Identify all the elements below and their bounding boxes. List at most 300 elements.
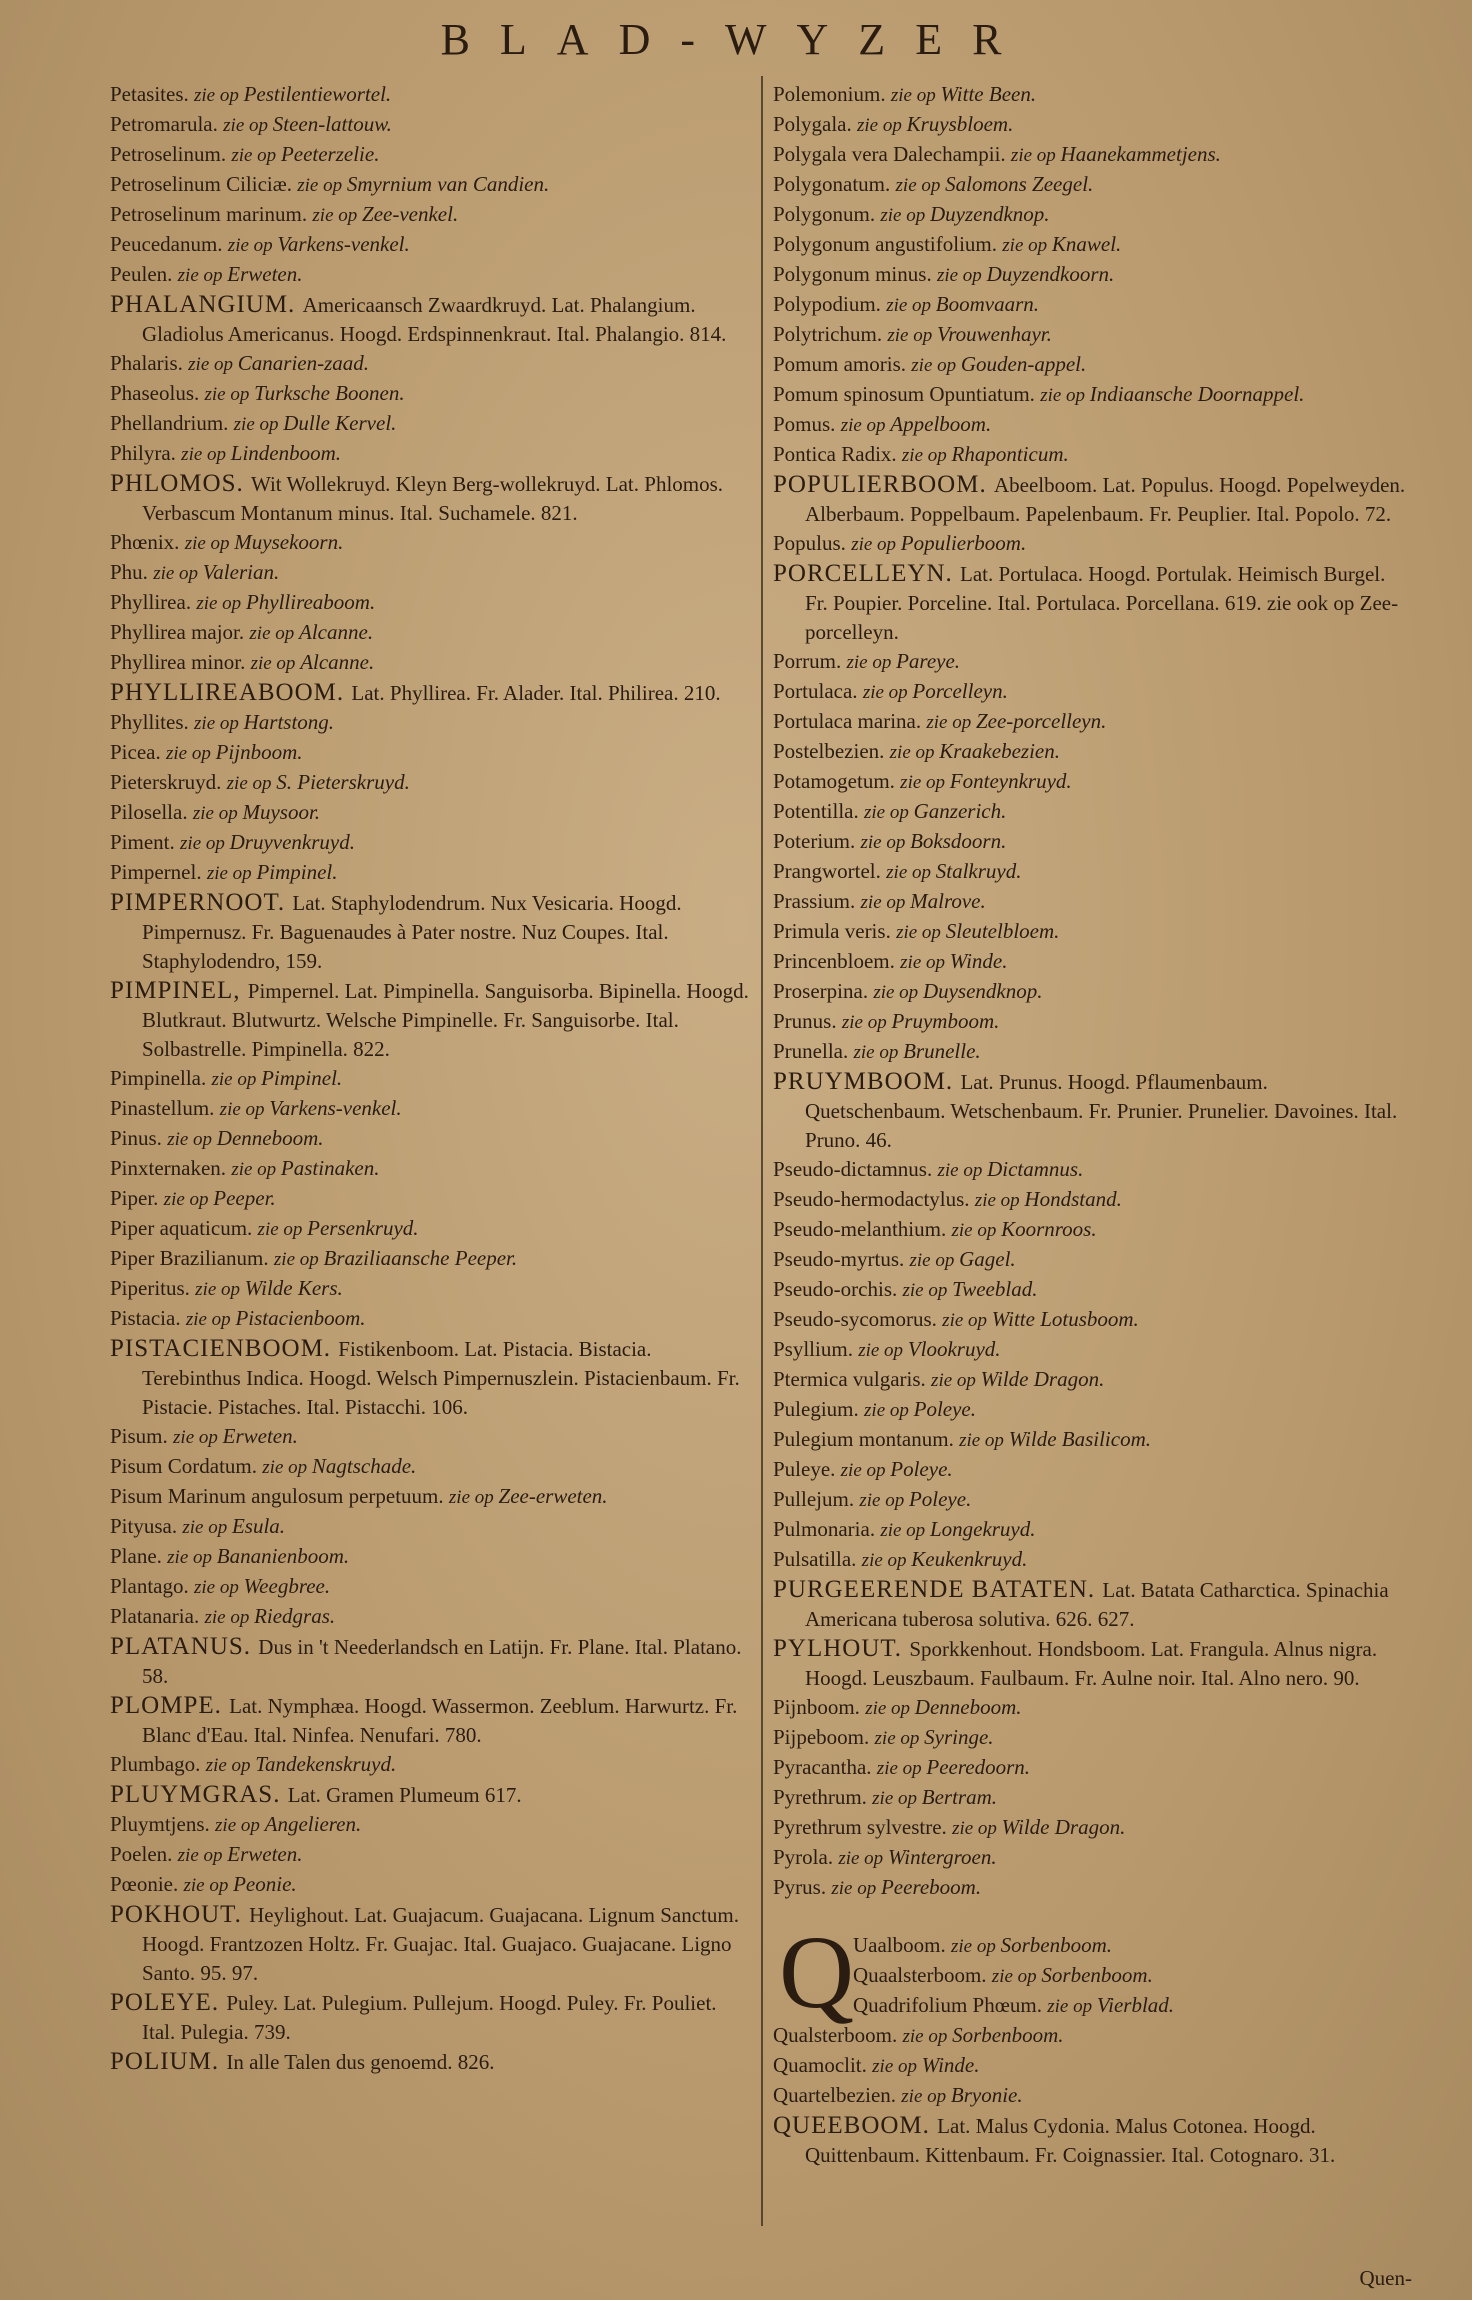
entry-see-label: zie op (880, 1520, 930, 1541)
entry-text: Polypodium. (773, 292, 881, 316)
entry-text: Pullejum. (773, 1487, 855, 1511)
entry-reference: Gouden-appel. (960, 352, 1087, 376)
index-entry (773, 827, 1409, 857)
index-entry (773, 857, 1409, 887)
entry-see-label: zie op (901, 445, 952, 466)
index-entry (110, 2047, 750, 2077)
entry-reference: Erweten. (222, 1424, 298, 1448)
entry-reference: Peeredoorn. (926, 1755, 1031, 1779)
index-entry (110, 1244, 750, 1274)
index-entry (773, 1515, 1409, 1545)
entry-text: Lat. Gramen Plumeum 617. (287, 1783, 522, 1807)
entry-reference: Poleye. (913, 1397, 976, 1421)
entry-reference: Varkens-venkel. (277, 232, 410, 256)
entry-text: Peulen. (110, 262, 173, 286)
entry-see-label: zie op (1047, 1996, 1097, 2017)
entry-text: Pulegium montanum. (773, 1427, 954, 1451)
entry-see-label: zie op (838, 1848, 888, 1869)
entry-see-label: zie op (223, 115, 273, 136)
entry-see-label: zie op (887, 325, 937, 346)
entry-text: Pistacia. (110, 1306, 181, 1330)
entry-text: Pseudo-melanthium. (773, 1217, 947, 1241)
entry-text: Pinxternaken. (110, 1156, 227, 1180)
entry-text: Pseudo-hermodactylus. (773, 1187, 970, 1211)
entry-reference: Peeper. (213, 1186, 276, 1210)
entry-reference: Erweten. (227, 1842, 303, 1866)
entry-text: Polygonum minus. (773, 262, 932, 286)
entry-text: Puleye. (773, 1457, 836, 1481)
entry-text: Portulaca. (773, 679, 858, 703)
entry-see-label: zie op (950, 1936, 1001, 1957)
entry-reference: Duyzendknop. (929, 202, 1050, 226)
entry-headword: PHALANGIUM. (110, 291, 303, 318)
entry-see-label: zie op (1040, 385, 1090, 406)
index-entry (110, 1334, 750, 1422)
index-entry (110, 1482, 750, 1512)
entry-reference: Duysendknop. (922, 979, 1043, 1003)
entry-text: Petroselinum Ciliciæ. (110, 172, 292, 196)
entry-see-label: zie op (880, 205, 930, 226)
entry-text: Pseudo-myrtus. (773, 1247, 905, 1271)
entry-reference: Alcanne. (299, 620, 374, 644)
entry-reference: Witte Lotusboom. (991, 1307, 1139, 1331)
entry-text: Phyllirea minor. (110, 650, 246, 674)
entry-text: Polygala vera Dalechampii. (773, 142, 1006, 166)
entry-text: Pontica Radix. (773, 442, 897, 466)
entry-see-label: zie op (204, 1607, 255, 1628)
entry-see-label: zie op (951, 1220, 1002, 1241)
entry-headword: POLIUM. (110, 2048, 227, 2075)
entry-reference: Hartstong. (243, 710, 335, 734)
entry-text: Picea. (110, 740, 161, 764)
entry-see-label: zie op (231, 1159, 281, 1180)
entry-text: Pulmonaria. (773, 1517, 876, 1541)
entry-see-label: zie op (860, 892, 911, 913)
entry-reference: Longekruyd. (929, 1517, 1036, 1541)
entry-text: Postelbezien. (773, 739, 885, 763)
entry-see-label: zie op (991, 1966, 1042, 1987)
entry-text: Philyra. (110, 441, 176, 465)
index-entry (110, 1154, 750, 1184)
entry-text: Pisum. (110, 1424, 168, 1448)
entry-see-label: zie op (937, 1160, 988, 1181)
entry-text: Pulsatilla. (773, 1547, 857, 1571)
entry-reference: Steen-lattouw. (272, 112, 392, 136)
entry-see-label: zie op (858, 1340, 908, 1361)
entry-reference: Wintergroen. (887, 1845, 997, 1869)
entry-see-label: zie op (865, 1698, 915, 1719)
entry-see-label: zie op (215, 1815, 265, 1836)
entry-headword: QUEEBOOM. (773, 2112, 938, 2139)
entry-text: Quadrifolium Phœum. (853, 1993, 1042, 2017)
entry-headword: PRUYMBOOM. (773, 1068, 961, 1095)
entry-text: Pijpeboom. (773, 1725, 870, 1749)
entry-see-label: zie op (182, 1517, 232, 1538)
entry-see-label: zie op (942, 1310, 992, 1331)
entry-text: Quartelbezien. (773, 2083, 897, 2107)
entry-see-label: zie op (177, 265, 228, 286)
entry-reference: Sorbenboom. (952, 2023, 1064, 2047)
entry-headword: PLUYMGRAS. (110, 1781, 288, 1808)
entry-text: Pseudo-sycomorus. (773, 1307, 937, 1331)
entry-reference: Phyllireaboom. (245, 590, 376, 614)
index-entry (773, 440, 1409, 470)
entry-headword: PYLHOUT. (773, 1635, 910, 1662)
index-entry (773, 1007, 1409, 1037)
entry-reference: Syringe. (924, 1725, 994, 1749)
entry-reference: Salomons Zeegel. (945, 172, 1094, 196)
entry-see-label: zie op (194, 713, 244, 734)
entry-text: Petasites. (110, 82, 189, 106)
entry-reference: Hondstand. (1024, 1187, 1122, 1211)
entry-text: Piper. (110, 1186, 159, 1210)
entry-text: Heylighout. Lat. Guajacum. Guajacana. Lignum Sanctum. Hoogd. Frantzozen Holtz. Fr. Guajac. Ital. Guajaco. Guajacane. Ligno Santo. 95. 97. (142, 1903, 739, 1985)
index-entry (773, 1813, 1409, 1843)
index-entry (773, 1155, 1409, 1185)
entry-see-label: zie op (862, 682, 913, 703)
entry-text: Prangwortel. (773, 859, 881, 883)
entry-text: Petromarula. (110, 112, 218, 136)
entry-see-label: zie op (846, 652, 897, 673)
index-entry (110, 230, 750, 260)
entry-see-label: zie op (181, 444, 231, 465)
index-entry (773, 1275, 1409, 1305)
entry-text: In alle Talen dus genoemd. 826. (226, 2050, 495, 2074)
entry-reference: Sorbenboom. (1041, 1963, 1153, 1987)
entry-text: Phyllirea major. (110, 620, 245, 644)
entry-reference: Koornroos. (1001, 1217, 1097, 1241)
entry-see-label: zie op (204, 384, 255, 405)
entry-text: Pinus. (110, 1126, 162, 1150)
entry-text: Lat. Prunus. Hoogd. Pflaumenbaum. Quetschenbaum. Wetschenbaum. Fr. Prunier. Prunelier. Davoines. Ital. Pruno. 46. (805, 1070, 1398, 1152)
index-entry (773, 559, 1409, 647)
entry-text: Prunus. (773, 1009, 837, 1033)
entry-reference: Turksche Boonen. (254, 381, 405, 405)
entry-see-label: zie op (173, 1427, 223, 1448)
index-entry (773, 110, 1409, 140)
column-divider (761, 76, 763, 2226)
entry-text: Americaansch Zwaardkruyd. Lat. Phalangium. Gladiolus Americanus. Hoogd. Erdspinnenkraut. Ital. Phalangio. 814. (142, 293, 727, 346)
index-entry (110, 200, 750, 230)
entry-see-label: zie op (185, 1309, 236, 1330)
entry-text: Pyrethrum. (773, 1785, 867, 1809)
entry-see-label: zie op (226, 773, 277, 794)
entry-see-label: zie op (297, 175, 347, 196)
entry-see-label: zie op (851, 534, 901, 555)
entry-see-label: zie op (864, 802, 914, 823)
entry-reference: S. Pieterskruyd. (276, 770, 410, 794)
entry-see-label: zie op (911, 355, 961, 376)
entry-see-label: zie op (257, 1219, 308, 1240)
entry-headword: PIMPERNOOT. (110, 889, 293, 916)
entry-text: Pimpernel. Lat. Pimpinella. Sanguisorba. Bipinella. Hoogd. Blutkraut. Blutwurtz. Welsche Pimpinelle. Fr. Sanguisorbe. Ital. Solbastrelle. Pimpinella. 822. (142, 979, 749, 1061)
entry-reference: Persenkruyd. (307, 1216, 419, 1240)
entry-see-label: zie op (872, 2056, 922, 2077)
entry-reference: Dulle Kervel. (283, 411, 397, 435)
entry-reference: Wilde Kers. (244, 1276, 343, 1300)
entry-see-label: zie op (180, 833, 230, 854)
entry-reference: Dictamnus. (987, 1157, 1084, 1181)
entry-reference: Vrouwenhayr. (936, 322, 1052, 346)
index-entry (773, 1991, 1409, 2021)
index-entry (110, 1542, 750, 1572)
index-entry (773, 1335, 1409, 1365)
entry-reference: Appelboom. (890, 412, 992, 436)
index-entry (773, 707, 1409, 737)
index-entry (773, 1067, 1409, 1155)
entry-headword: POPULIERBOOM. (773, 471, 994, 498)
entry-headword: PHLOMOS. (110, 470, 251, 497)
entry-see-label: zie op (167, 1129, 217, 1150)
entry-headword: PURGEERENDE BATATEN. (773, 1576, 1103, 1603)
catchword: Quen- (1359, 2266, 1412, 2290)
entry-reference: Winde. (921, 2053, 980, 2077)
entry-text: Pyrus. (773, 1875, 827, 1899)
entry-text: Phyllites. (110, 710, 189, 734)
entry-reference: Haanekammetjens. (1060, 142, 1221, 166)
entry-see-label: zie op (165, 743, 216, 764)
entry-text: Puley. Lat. Pulegium. Pullejum. Hoogd. Puley. Fr. Pouliet. Ital. Pulegia. 739. (142, 1991, 717, 2044)
entry-text: Peucedanum. (110, 232, 223, 256)
index-entry (110, 409, 750, 439)
index-entry (773, 1634, 1409, 1693)
entry-text: Phyllirea. (110, 590, 192, 614)
entry-see-label: zie op (890, 85, 941, 106)
entry-text: Proserpina. (773, 979, 869, 1003)
entry-see-label: zie op (167, 1547, 217, 1568)
index-entry (110, 1452, 750, 1482)
index-entry (773, 1783, 1409, 1813)
index-entry (773, 1961, 1409, 1991)
entry-reference: Denneboom. (216, 1126, 324, 1150)
entry-reference: Lindenboom. (230, 441, 342, 465)
entry-see-label: zie op (909, 1250, 960, 1271)
entry-see-label: zie op (886, 295, 936, 316)
entry-see-label: zie op (262, 1457, 312, 1478)
entry-reference: Tweeblad. (952, 1277, 1038, 1301)
entry-text: Uaalboom. (853, 1933, 946, 1957)
entry-reference: Pijnboom. (215, 740, 303, 764)
q-section (773, 1915, 1409, 2030)
entry-text: Lat. Phyllirea. Fr. Alader. Ital. Philirea. 210. (351, 681, 721, 705)
index-entry (773, 1455, 1409, 1485)
index-entry (773, 2051, 1409, 2081)
index-entry (110, 648, 750, 678)
entry-text: Prassium. (773, 889, 856, 913)
entry-see-label: zie op (206, 863, 257, 884)
left-column (110, 80, 750, 2077)
entry-reference: Canarien-zaad. (237, 351, 370, 375)
entry-text: Piperitus. (110, 1276, 190, 1300)
entry-reference: Tandekenskruyd. (255, 1752, 397, 1776)
entry-text: Potentilla. (773, 799, 859, 823)
entry-reference: Ganzerich. (913, 799, 1007, 823)
index-entry (773, 1723, 1409, 1753)
entry-reference: Duyzendkoorn. (986, 262, 1115, 286)
entry-text: Plumbago. (110, 1752, 201, 1776)
index-entry (773, 887, 1409, 917)
entry-see-label: zie op (886, 862, 936, 883)
entry-reference: Pareye. (896, 649, 961, 673)
entry-reference: Rhaponticum. (951, 442, 1069, 466)
entry-headword: POLEYE. (110, 1989, 227, 2016)
entry-text: Poterium. (773, 829, 856, 853)
entry-reference: Bryonie. (950, 2083, 1023, 2107)
entry-see-label: zie op (860, 832, 911, 853)
entry-text: Polytrichum. (773, 322, 883, 346)
entry-text: Lat. Batata Catharctica. Spinachia Americana tuberosa solutiva. 626. 627. (805, 1578, 1389, 1631)
entry-text: Pijnboom. (773, 1695, 860, 1719)
entry-reference: Druyvenkruyd. (229, 830, 355, 854)
index-entry (110, 798, 750, 828)
entry-see-label: zie op (857, 115, 907, 136)
entry-text: Ptermica vulgaris. (773, 1367, 926, 1391)
index-entry (110, 588, 750, 618)
entry-reference: Pastinaken. (280, 1156, 380, 1180)
entry-text: Phalaris. (110, 351, 183, 375)
index-entry (773, 2111, 1409, 2170)
entry-reference: Poleye. (908, 1487, 972, 1511)
entry-text: Primula veris. (773, 919, 891, 943)
entry-reference: Pimpinel. (256, 860, 338, 884)
entry-see-label: zie op (219, 1099, 270, 1120)
index-entry (110, 738, 750, 768)
entry-see-label: zie op (194, 85, 244, 106)
index-entry (773, 1395, 1409, 1425)
index-entry (773, 380, 1409, 410)
entry-see-label: zie op (974, 1190, 1025, 1211)
entry-text: Pimpernel. (110, 860, 202, 884)
entry-text: Portulaca marina. (773, 709, 922, 733)
entry-text: Lat. Nymphæa. Hoogd. Wassermon. Zeeblum. Harwurtz. Fr. Blanc d'Eau. Ital. Ninfea. Nenufari. 780. (142, 1694, 738, 1747)
entry-see-label: zie op (841, 1012, 892, 1033)
entry-see-label: zie op (312, 205, 363, 226)
index-entry (110, 708, 750, 738)
entry-see-label: zie op (250, 653, 301, 674)
entry-text: Phu. (110, 560, 148, 584)
index-entry (773, 1305, 1409, 1335)
entry-see-label: zie op (448, 1487, 499, 1508)
entry-text: Piper aquaticum. (110, 1216, 253, 1240)
index-entry (110, 1274, 750, 1304)
entry-reference: Bananienboom. (216, 1544, 350, 1568)
entry-reference: Zee-porcelleyn. (975, 709, 1107, 733)
entry-text: Abeelboom. Lat. Populus. Hoogd. Popelweyden. Alberbaum. Poppelbaum. Papelenbaum. Fr. Peuplier. Ital. Popolo. 72. (805, 473, 1406, 526)
entry-text: Fistikenboom. Lat. Pistacia. Bistacia. Terebinthus Indica. Hoogd. Welsch Pimpernuszlein. Pistacienbaum. Fr. Pistacie. Pistaches. Ital. Pistacchi. 106. (142, 1337, 740, 1419)
entry-reference: Valerian. (202, 560, 280, 584)
entry-text: Psyllium. (773, 1337, 853, 1361)
index-entry (773, 1425, 1409, 1455)
index-entry (110, 1750, 750, 1780)
entry-reference: Peereboom. (880, 1875, 982, 1899)
entry-reference: Pestilentiewortel. (243, 82, 392, 106)
entry-reference: Poleye. (890, 1457, 953, 1481)
entry-reference: Sorbenboom. (1000, 1933, 1113, 1957)
index-entry (110, 1602, 750, 1632)
index-entry (773, 1873, 1409, 1903)
index-entry (110, 1422, 750, 1452)
index-entry (110, 976, 750, 1064)
entry-reference: Smyrnium van Candien. (346, 172, 550, 196)
index-entry (773, 1365, 1409, 1395)
entry-reference: Zee-venkel. (362, 202, 459, 226)
entry-text: Potamogetum. (773, 769, 895, 793)
entry-reference: Bertram. (921, 1785, 998, 1809)
entry-see-label: zie op (859, 1490, 909, 1511)
entry-see-label: zie op (211, 1069, 262, 1090)
index-entry (773, 647, 1409, 677)
entry-reference: Populierboom. (900, 531, 1027, 555)
entry-see-label: zie op (153, 563, 203, 584)
index-entry (110, 1810, 750, 1840)
entry-reference: Kraakebezien. (939, 739, 1060, 763)
entry-text: Porrum. (773, 649, 842, 673)
entry-headword: PIMPINEL, (110, 977, 248, 1004)
entry-reference: Sleutelbloem. (945, 919, 1060, 943)
index-entry (110, 1064, 750, 1094)
entry-reference: Keukenkruyd. (911, 1547, 1028, 1571)
entry-text: Pyrola. (773, 1845, 834, 1869)
entry-reference: Pruymboom. (891, 1009, 1000, 1033)
index-entry (110, 80, 750, 110)
entry-text: Pomum amoris. (773, 352, 907, 376)
entry-text: Polygonatum. (773, 172, 891, 196)
entry-text: Poelen. (110, 1842, 173, 1866)
index-entry (773, 1931, 1409, 1961)
drop-capital: Q (779, 1915, 855, 2030)
entry-reference: Nagtschade. (311, 1454, 417, 1478)
index-entry (773, 677, 1409, 707)
entry-see-label: zie op (861, 1550, 912, 1571)
index-entry (110, 290, 750, 349)
entry-see-label: zie op (902, 2026, 953, 2047)
entry-reference: Kruysbloem. (906, 112, 1014, 136)
index-entry (110, 1900, 750, 1988)
entry-reference: Winde. (949, 949, 1008, 973)
index-entry (110, 1094, 750, 1124)
index-entry (773, 1485, 1409, 1515)
entry-text: Populus. (773, 531, 846, 555)
index-entry (773, 1037, 1409, 1067)
index-entry (773, 767, 1409, 797)
entry-reference: Peonie. (233, 1872, 297, 1896)
entry-reference: Wilde Basilicom. (1008, 1427, 1152, 1451)
index-entry (110, 1572, 750, 1602)
entry-see-label: zie op (1010, 145, 1061, 166)
entry-text: Quamoclit. (773, 2053, 867, 2077)
entry-see-label: zie op (192, 803, 243, 824)
entry-text: Pœonie. (110, 1872, 179, 1896)
entry-headword: PISTACIENBOOM. (110, 1335, 339, 1362)
entry-see-label: zie op (896, 922, 946, 943)
index-entry (773, 529, 1409, 559)
entry-reference: Witte Been. (940, 82, 1037, 106)
entry-see-label: zie op (205, 1755, 256, 1776)
entry-text: Pyrethrum sylvestre. (773, 1815, 947, 1839)
index-entry (110, 1840, 750, 1870)
entry-headword: PHYLLIREABOOM. (110, 679, 352, 706)
entry-reference: Pimpinel. (261, 1066, 343, 1090)
index-entry (110, 558, 750, 588)
entry-text: Phœnix. (110, 530, 180, 554)
index-entry (773, 410, 1409, 440)
entry-see-label: zie op (184, 533, 235, 554)
index-entry (110, 1632, 750, 1691)
index-entry (773, 1545, 1409, 1575)
entry-reference: Angelieren. (264, 1812, 362, 1836)
entry-reference: Indiaansche Doornappel. (1089, 382, 1305, 406)
index-entry (110, 439, 750, 469)
